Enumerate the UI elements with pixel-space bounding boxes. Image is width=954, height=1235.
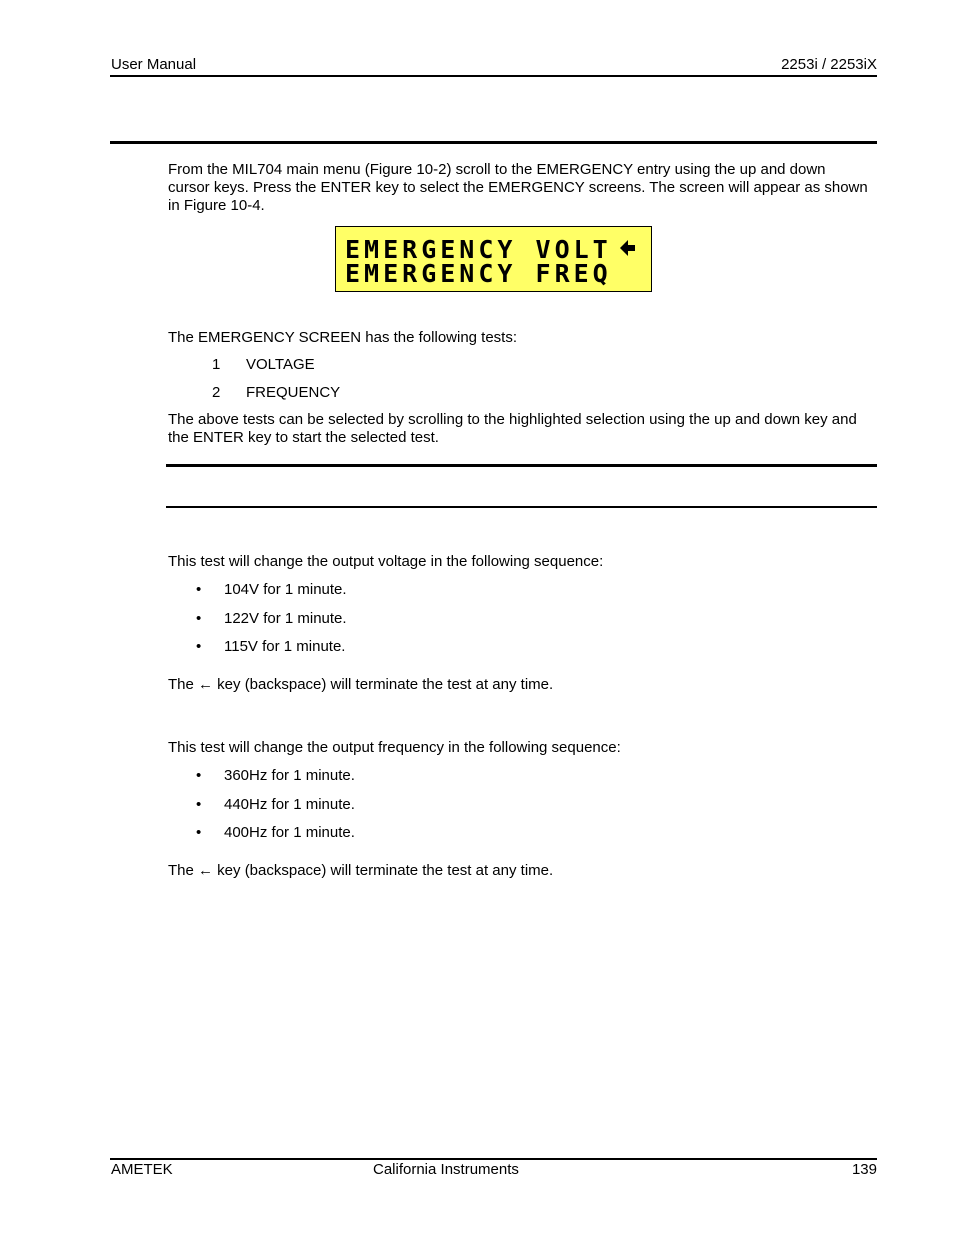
bullet-icon: • xyxy=(196,581,202,598)
list-item: 360Hz for 1 minute. xyxy=(224,767,355,784)
header-rule xyxy=(110,75,877,77)
voltage-intro: This test will change the output voltage in the following sequence: xyxy=(168,553,604,570)
arrow-pointer-icon xyxy=(619,237,637,259)
page-number: 139 xyxy=(851,1161,877,1178)
footer-rule xyxy=(110,1158,877,1160)
tests-intro: The EMERGENCY SCREEN has the following tests: xyxy=(168,329,518,346)
header-right: 2253i / 2253iX xyxy=(781,56,877,73)
bullet-icon: • xyxy=(196,796,202,813)
voltage-note: The ← key (backspace) will terminate the test at any time. xyxy=(168,676,554,693)
lcd-line-1: EMERGENCY VOLT xyxy=(345,235,612,264)
test-number: 1 xyxy=(212,356,221,373)
list-item: 440Hz for 1 minute. xyxy=(224,796,355,813)
bullet-icon: • xyxy=(196,610,202,627)
lcd-line-2: EMERGENCY FREQ xyxy=(345,259,612,288)
footer-left: AMETEK xyxy=(111,1161,173,1178)
test-number: 2 xyxy=(212,384,221,401)
header-left: User Manual xyxy=(111,56,197,73)
bullet-icon: • xyxy=(196,824,202,841)
frequency-intro: This test will change the output frequency in the following sequence: xyxy=(168,739,621,756)
subsection-rule xyxy=(166,506,877,508)
list-item: 122V for 1 minute. xyxy=(224,610,347,627)
list-item: 400Hz for 1 minute. xyxy=(224,824,355,841)
section-rule xyxy=(110,141,877,144)
footer-center: California Instruments xyxy=(373,1161,519,1178)
bullet-icon: • xyxy=(196,767,202,784)
frequency-note: The ← key (backspace) will terminate the test at any time. xyxy=(168,862,554,879)
test-label: FREQUENCY xyxy=(246,384,341,401)
section-rule xyxy=(166,464,877,467)
list-item: 115V for 1 minute. xyxy=(224,638,346,655)
list-item: 104V for 1 minute. xyxy=(224,581,347,598)
lcd-display xyxy=(335,226,652,292)
select-note: The above tests can be selected by scrolling to the highlighted selection using the up and down key and the ENTER key to start the selected test. xyxy=(168,411,857,446)
test-label: VOLTAGE xyxy=(246,356,315,373)
bullet-icon: • xyxy=(196,638,202,655)
intro-paragraph: From the MIL704 main menu (Figure 10-2) scroll to the EMERGENCY entry using the up and down cursor keys. Press the ENTER key to select the EMERGENCY screens. The screen will appear as shown in Figure 10-4. xyxy=(168,161,868,214)
